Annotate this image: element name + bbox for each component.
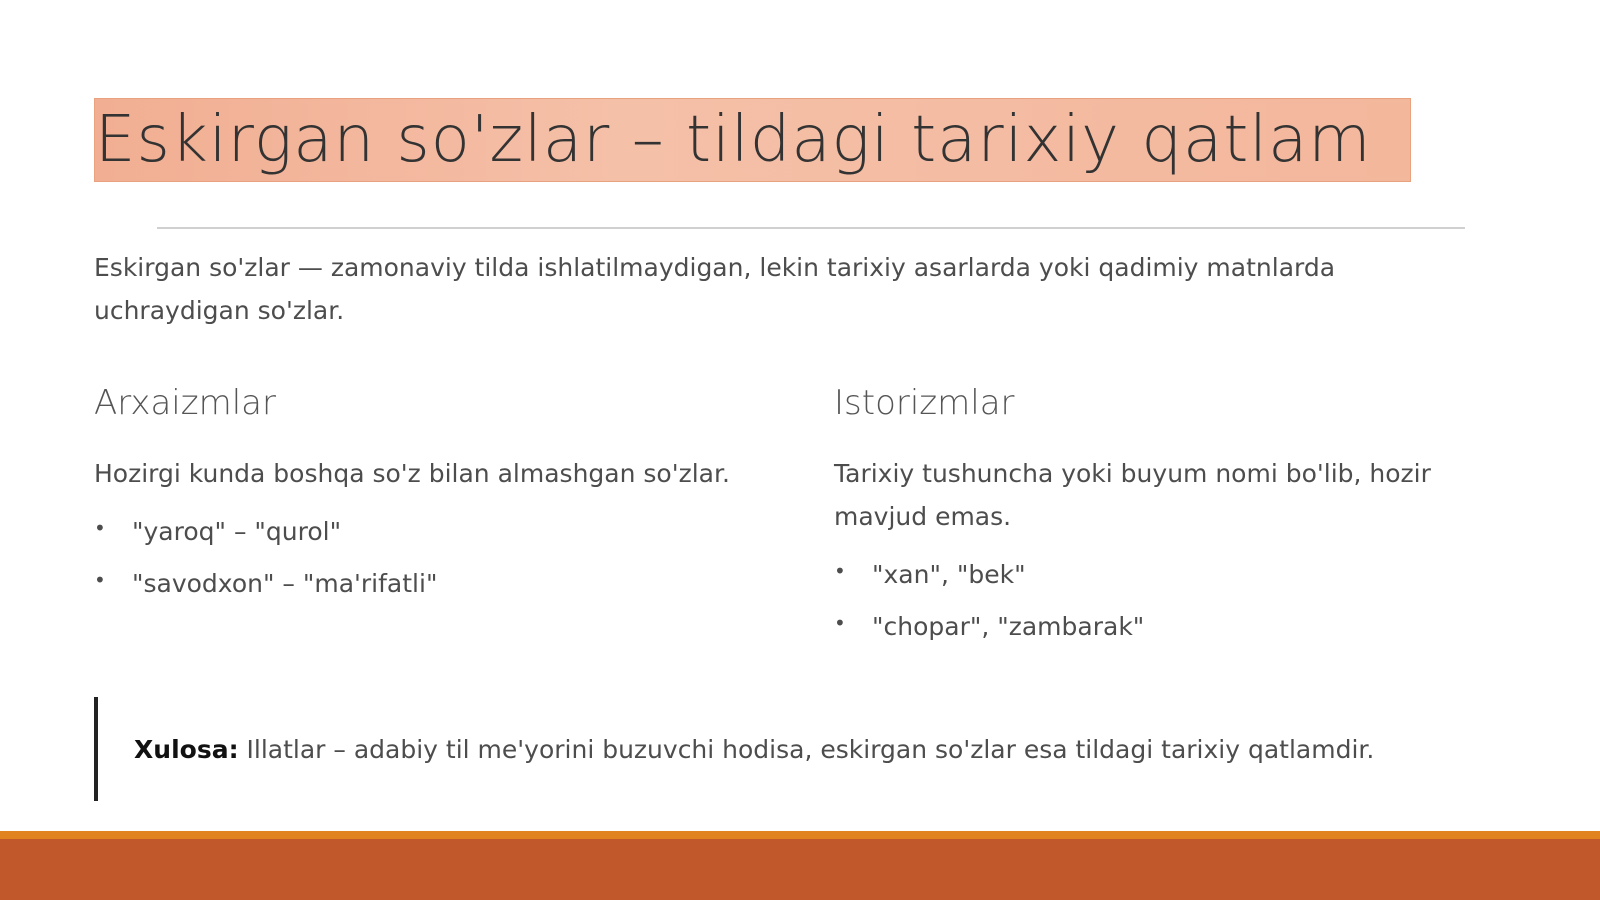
slide-title[interactable]: Eskirgan so'zlar – tildagi tarixiy qatlam bbox=[95, 103, 1372, 177]
conclusion-text bbox=[134, 730, 1374, 770]
conclusion-body: Illatlar – adabiy til me'yorini buzuvchi hodisa, eskirgan so'zlar esa tildagi tarixiy qatlamdir. bbox=[238, 735, 1375, 764]
historisms-list bbox=[834, 556, 1514, 646]
footer-bar bbox=[0, 839, 1600, 900]
list-item: • "xan", "bek" bbox=[834, 556, 1514, 594]
title-box[interactable] bbox=[94, 98, 1411, 182]
archaisms-description: Hozirgi kunda boshqa so'z bilan almashgan so'zlar. bbox=[94, 459, 730, 488]
conclusion-label: Xulosa: bbox=[134, 735, 239, 764]
footer-accent-line bbox=[0, 831, 1600, 839]
historisms-description: Tarixiy tushuncha yoki buyum nomi bo'lib, hozir mavjud emas. bbox=[834, 459, 1431, 531]
list-item: • "savodxon" – "ma'rifatli" bbox=[94, 565, 794, 603]
historisms-column bbox=[834, 380, 1514, 660]
archaisms-heading: Arxaizmlar bbox=[94, 383, 276, 423]
list-item: • "chopar", "zambarak" bbox=[834, 608, 1514, 646]
archaisms-list bbox=[94, 513, 794, 603]
title-divider bbox=[157, 227, 1465, 229]
historisms-heading: Istorizmlar bbox=[834, 383, 1015, 423]
list-item: • "yaroq" – "qurol" bbox=[94, 513, 794, 551]
conclusion-callout bbox=[94, 697, 1514, 801]
archaisms-column bbox=[94, 380, 794, 617]
intro-paragraph: Eskirgan so'zlar — zamonaviy tilda ishlatilmaydigan, lekin tarixiy asarlarda yoki qadimiy matnlarda uchraydigan so'zlar. bbox=[94, 253, 1336, 325]
